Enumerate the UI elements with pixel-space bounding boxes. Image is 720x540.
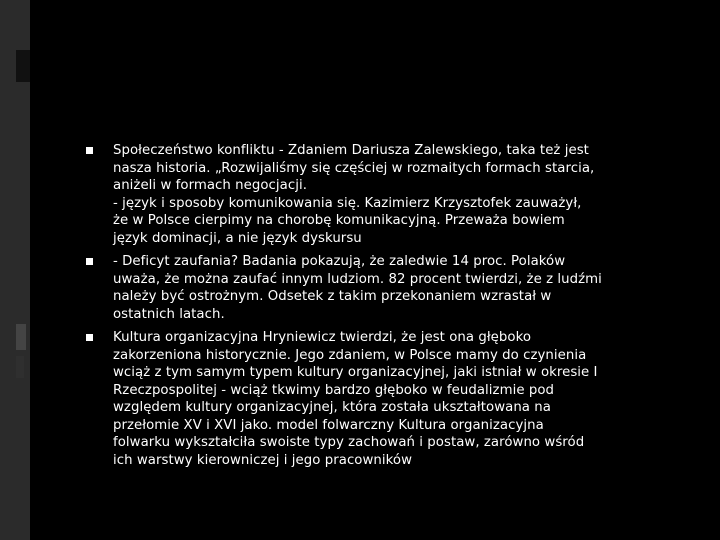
bullet-text: Kultura organizacyjna Hryniewicz twierdzi, że jest ona głęboko zakorzeniona historycznie. Jego zdaniem, w Polsce mamy do czynienia wciąż z tym samym typem kultury organizacyjnej, jaki istniał w okresie I Rzeczpospolitej - wciąż tkwimy bardzo głęboko w feudalizmie pod względem kultury organizacyjnej, która została ukształtowana na przełomie XV i XVI jako. model folwarczny Kultura organizacyjna folwarku wykształciła swoiste typy zachowań i postaw, zarówno wśród ich warstwy kierowniczej i jego pracowników bbox=[113, 330, 598, 468]
square-bullet-icon bbox=[86, 334, 93, 341]
bullet-text: Społeczeństwo konfliktu - Zdaniem Dariusza Zalewskiego, taka też jest nasza historia. „Rozwijaliśmy się częściej w rozmaitych formach starcia, aniżeli w formach negocjacji. - język i sposoby komunikowania się. Kazimierz Krzysztofek zauważył, że w Polsce cierpimy na chorobę komunikacyjną. Przeważa bowiem język dominacji, a nie język dyskursu bbox=[113, 143, 595, 246]
decorative-accent-bottom bbox=[16, 324, 26, 350]
decorative-accent-bottom-small bbox=[16, 356, 24, 378]
bullet-text: - Deficyt zaufania? Badania pokazują, że zaledwie 14 proc. Polaków uważa, że można zaufać innym ludziom. 82 procent twierdzi, że z ludźmi należy być ostrożnym. Odsetek z takim przekonaniem wzrastał w ostatnich latach. bbox=[113, 254, 602, 322]
bullet-item bbox=[86, 329, 686, 469]
decorative-accent-top bbox=[16, 50, 30, 82]
bullet-item bbox=[86, 142, 686, 247]
bullet-list bbox=[86, 142, 686, 475]
square-bullet-icon bbox=[86, 147, 93, 154]
bullet-item bbox=[86, 253, 686, 323]
square-bullet-icon bbox=[86, 258, 93, 265]
